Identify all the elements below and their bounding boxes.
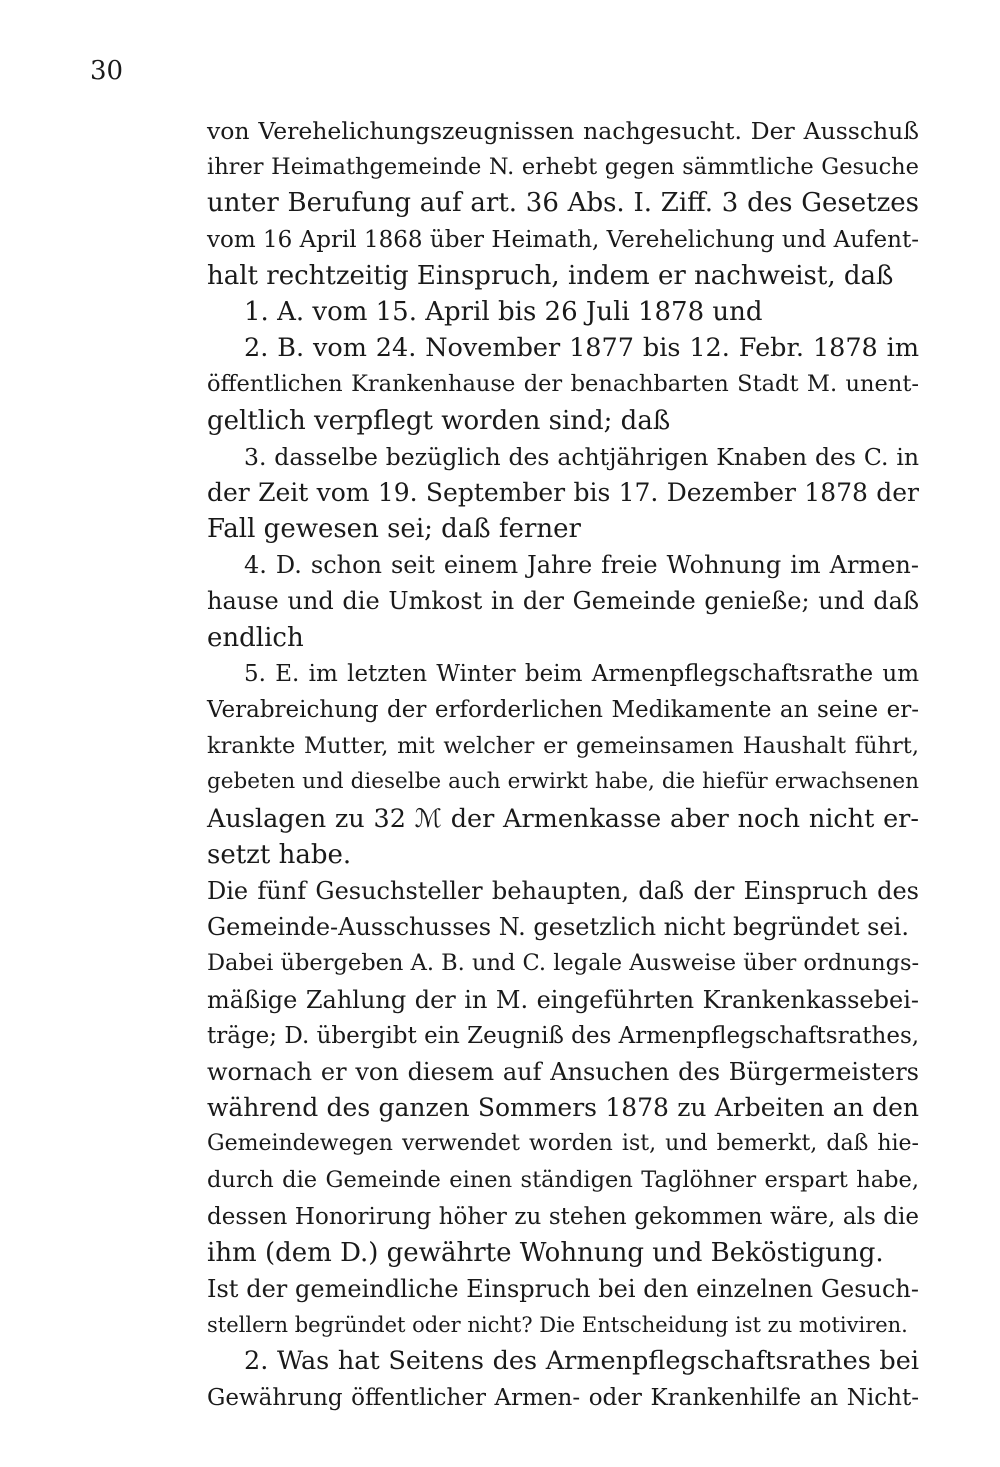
text-line: gebeten und dieselbe auch erwirkt habe, die hiefür erwachsenen [207, 769, 919, 795]
text-line: mäßige Zahlung der in M. eingeführten Krankenkassebei- [207, 985, 919, 1014]
text-line: Gemeindewegen verwendet worden ist, und bemerkt, daß hie- [207, 1131, 919, 1157]
text-line: vom 16 April 1868 über Heimath, Verehelichung und Aufent- [207, 226, 919, 253]
body-text [207, 113, 919, 1416]
text-line: unter Berufung auf art. 36 Abs. I. Ziff. 3 des Gesetzes [207, 188, 919, 219]
text-line: Dabei übergeben A. B. und C. legale Ausweise über ordnungs- [207, 950, 920, 977]
text-line: hause und die Umkost in der Gemeinde genieße; und daß [207, 587, 919, 616]
text-line: endlich [207, 622, 304, 653]
text-line: durch die Gemeinde einen ständigen Taglöhner erspart habe, [207, 1167, 919, 1194]
text-line: wornach er von diesem auf Ansuchen des Bürgermeisters [207, 1057, 919, 1086]
text-line: halt rechtzeitig Einspruch, indem er nachweist, daß [207, 260, 894, 291]
text-line: Gemeinde-Ausschusses N. gesetzlich nicht begründet sei. [207, 913, 909, 942]
text-line: Ist der gemeindliche Einspruch bei den einzelnen Gesuch- [207, 1275, 919, 1303]
page-number: 30 [90, 56, 124, 86]
text-line: Verabreichung der erforderlichen Medikamente an seine er- [207, 697, 919, 723]
text-line: Gewährung öffentlicher Armen- oder Krankenhilfe an Nicht- [207, 1384, 919, 1411]
text-line: Fall gewesen sei; daß ferner [207, 514, 581, 545]
text-line: Die fünf Gesuchsteller behaupten, daß der Einspruch des [207, 876, 919, 905]
text-line: setzt habe. [207, 839, 352, 870]
text-line: öffentlichen Krankenhause der benachbarten Stadt M. unent- [207, 371, 919, 398]
text-line: ihm (dem D.) gewährte Wohnung und Beköstigung. [207, 1237, 884, 1268]
text-line: ihrer Heimathgemeinde N. erhebt gegen sämmtliche Gesuche [207, 154, 919, 181]
text-line: 1. A. vom 15. April bis 26 Juli 1878 und [244, 296, 763, 327]
text-line: der Zeit vom 19. September bis 17. Dezember 1878 der [207, 477, 919, 507]
text-line: 3. dasselbe bezüglich des achtjährigen Knaben des C. in [244, 442, 919, 471]
text-line: stellern begründet oder nicht? Die Entscheidung ist zu motiviren. [207, 1313, 908, 1338]
text-line: 2. Was hat Seitens des Armenpflegschaftsrathes bei [244, 1346, 919, 1377]
text-line: während des ganzen Sommers 1878 zu Arbeiten an den [207, 1093, 919, 1123]
text-line: dessen Honorirung höher zu stehen gekommen wäre, als die [207, 1203, 919, 1230]
text-line: 5. E. im letzten Winter beim Armenpflegschaftsrathe um [244, 660, 919, 687]
text-line: 2. B. vom 24. November 1877 bis 12. Febr. 1878 im [244, 333, 919, 364]
text-line: Auslagen zu 32 ℳ der Armenkasse aber noch nicht er- [207, 803, 919, 834]
text-line: 4. D. schon seit einem Jahre freie Wohnung im Armen- [244, 551, 919, 580]
text-line: von Verehelichungszeugnissen nachgesucht. Der Ausschuß [207, 117, 919, 145]
text-line: krankte Mutter, mit welcher er gemeinsamen Haushalt führt, [207, 733, 919, 760]
text-line: geltlich verpflegt worden sind; daß [207, 405, 671, 436]
text-line: träge; D. übergibt ein Zeugniß des Armenpflegschaftsrathes, [207, 1022, 920, 1049]
